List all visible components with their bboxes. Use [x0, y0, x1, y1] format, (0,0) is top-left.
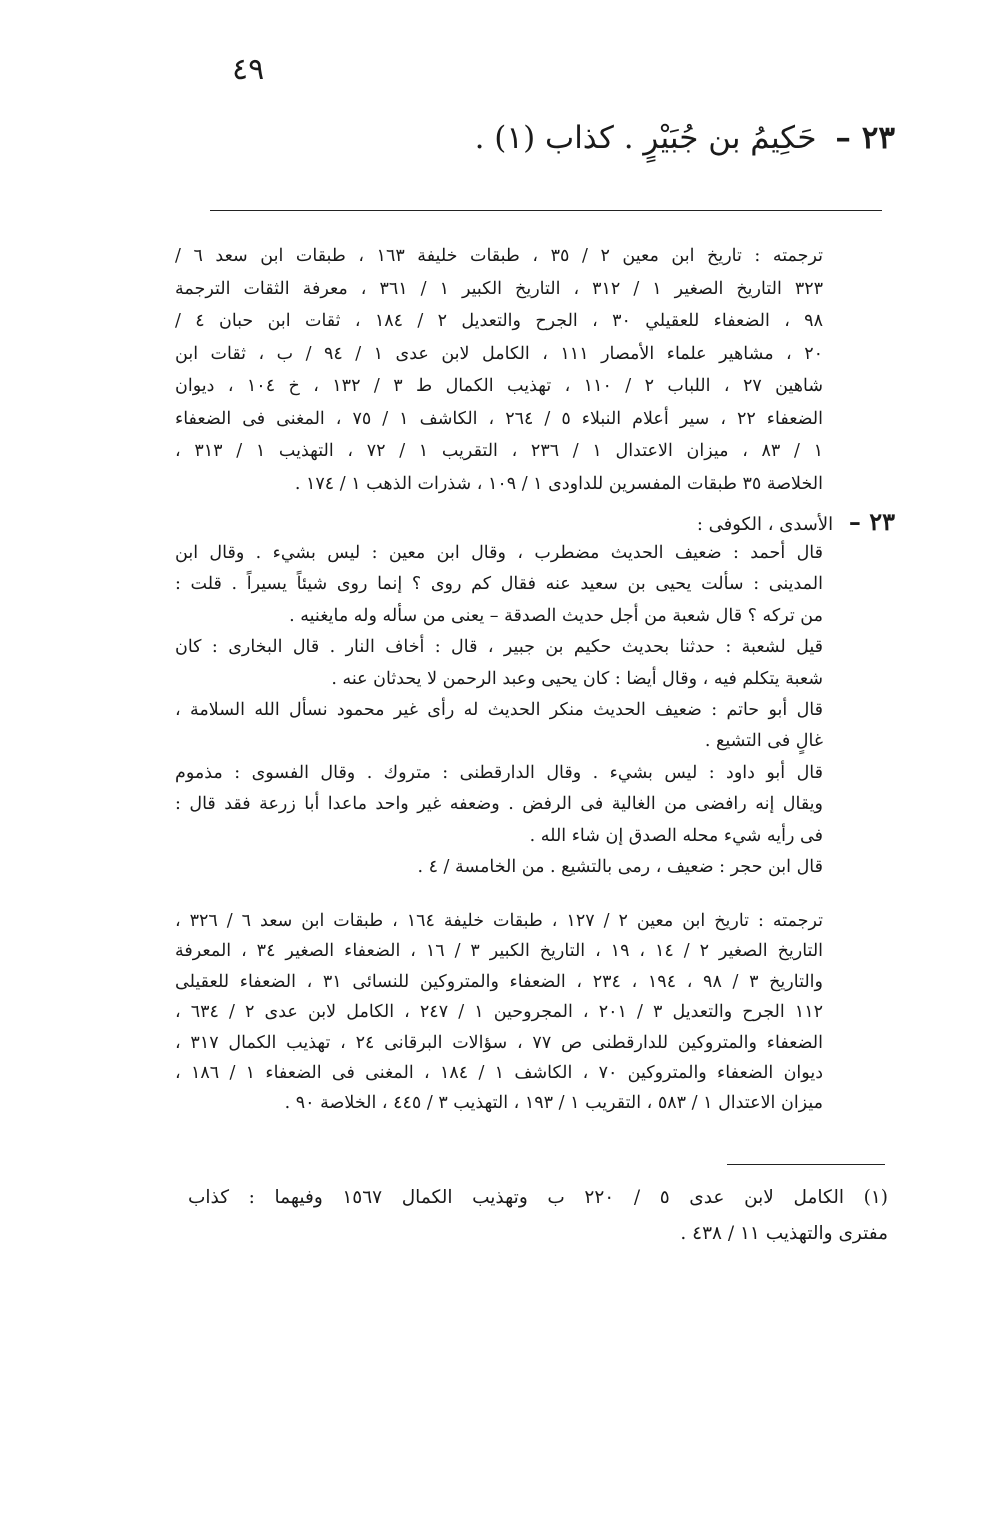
text-line: ١ / ٨٣ ، ميزان الاعتدال ١ / ٢٣٦ ، التقريب ١ / ٧٢ ، التهذيب ١ / ٣١٣ ، — [175, 441, 823, 461]
text-line: ٣٢٣ التاريخ الصغير ١ / ٣١٢ ، التاريخ الكبير ١ / ٣٦١ ، معرفة الثقات الترجمة — [175, 278, 823, 299]
text-line: قال أبو داود : ليس بشيء . وقال الدارقطنى : متروك . وقال الفسوى : مذموم — [175, 762, 823, 783]
text-line: ديوان الضعفاء والمتروكين ٧٠ ، الكاشف ١ / ١٨٤ ، المغنى فى الضعفاء ١ / ١٨٦ ، — [175, 1062, 823, 1083]
page-number: ٤٩ — [232, 52, 265, 87]
footnote-line: (١) الكامل لابن عدى ٥ / ٢٢٠ ب وتهذيب الكمال ١٥٦٧ وفيهما : كذاب — [188, 1187, 888, 1208]
entry-number: ٢٣ – — [835, 120, 895, 156]
text-line: من تركه ؟ قال شعبة من أجل حديث الصدقة – يعنى من سأله وله مايغنيه . — [289, 605, 823, 626]
text-line: شعبة يتكلم فيه ، وقال أيضا : كان يحيى وعبد الرحمن لا يحدثان عنه . — [331, 668, 823, 689]
text-line: التاريخ الصغير ٢ / ١٤ ، ١٩ ، التاريخ الكبير ٣ / ١٦ ، الضعفاء الصغير ٣٤ ، المعرفة — [175, 941, 823, 962]
text-line: ٢٠ ، مشاهير علماء الأمصار ١١١ ، الكامل لابن عدى ١ / ٩٤ / ب ، ثقات ابن — [175, 343, 823, 364]
footnote-line: مفترى والتهذيب ١١ / ٤٣٨ . — [680, 1223, 888, 1244]
sub-entry-heading — [175, 506, 895, 538]
text-line: ١١٢ الجرح والتعديل ٣ / ٢٠١ ، المجروحين ١ / ٢٤٧ ، الكامل لابن عدى ٢ / ٦٣٤ ، — [175, 1002, 823, 1023]
text-line: والتاريخ ٣ / ٩٨ ، ١٩٤ ، ٢٣٤ ، الضعفاء والمتروكين للنسائى ٣١ ، الضعفاء للعقيلى — [175, 971, 823, 992]
biography-sources-block-2 — [175, 906, 823, 1119]
text-line: المدينى : سألت يحيى بن سعيد عنه فقال كم روى ؟ إنما روى شيئاً يسيراً . قلت : — [175, 574, 823, 595]
text-line: ترجمته : تاريخ ابن معين ٢ / ٣٥ ، طبقات خليفة ١٦٣ ، طبقات ابن سعد ٦ / — [175, 246, 823, 266]
text-line: فى رأيه شيء محله الصدق إن شاء الله . — [529, 825, 823, 846]
footnote-divider — [727, 1164, 885, 1165]
entry-heading — [335, 120, 895, 156]
text-line: ويقال إنه رافضى من الغالية فى الرفض . وضعفه غير واحد ماعدا أبا زرعة فقد قال : — [175, 794, 823, 815]
biography-sources-block — [175, 240, 823, 500]
text-line: ميزان الاعتدال ١ / ٥٨٣ ، التقريب ١ / ١٩٣ ، التهذيب ٣ / ٤٤٥ ، الخلاصة ٩٠ . — [284, 1093, 823, 1114]
sub-entry-text: الأسدى ، الكوفى : — [696, 514, 834, 535]
text-line: الضعفاء والمتروكين للدارقطنى ص ٧٧ ، سؤالات البرقانى ٢٤ ، تهذيب الكمال ٣١٧ ، — [175, 1032, 823, 1053]
text-line: غالٍ فى التشيع . — [704, 731, 823, 752]
footnote-block — [188, 1180, 888, 1252]
sub-entry-number: ٢٣ – — [848, 507, 895, 536]
text-line: قيل لشعبة : حدثنا بحديث حكيم بن جبير ، قال : أخاف النار . قال البخارى : كان — [175, 637, 823, 658]
text-line: الضعفاء ٢٢ ، سير أعلام النبلاء ٥ / ٢٦٤ ، الكاشف ١ / ٧٥ ، المغنى فى الضعفاء — [175, 408, 823, 429]
text-line: شاهين ٢٧ ، اللباب ٢ / ١١٠ ، تهذيب الكمال ط ٣ / ١٣٢ ، خ ١٠٤ ، ديوان — [175, 376, 823, 396]
text-line: الخلاصة ٣٥ طبقات المفسرين للداودى ١ / ١٠٩ ، شذرات الذهب ١ / ١٧٤ . — [294, 473, 823, 494]
text-line: ٩٨ ، الضعفاء للعقيلي ٣٠ ، الجرح والتعديل ٢ / ١٨٤ ، ثقات ابن حبان ٤ / — [175, 311, 823, 331]
text-line: قال أبو حاتم : ضعيف الحديث منكر الحديث له رأى غير محمود نسأل الله السلامة ، — [175, 699, 823, 720]
text-line: قال ابن حجر : ضعيف ، رمى بالتشيع . من الخامسة / ٤ . — [417, 856, 823, 877]
entry-title: حَكِيمُ بن جُبَيْرٍ . كذاب (١) . — [474, 120, 817, 156]
text-line: ترجمته : تاريخ ابن معين ٢ / ١٢٧ ، طبقات خليفة ١٦٤ ، طبقات ابن سعد ٦ / ٣٢٦ ، — [175, 911, 823, 931]
section-divider — [210, 210, 882, 211]
narration-block — [175, 538, 823, 883]
text-line: قال أحمد : ضعيف الحديث مضطرب ، وقال ابن معين : ليس بشيء . وقال ابن — [175, 543, 823, 563]
